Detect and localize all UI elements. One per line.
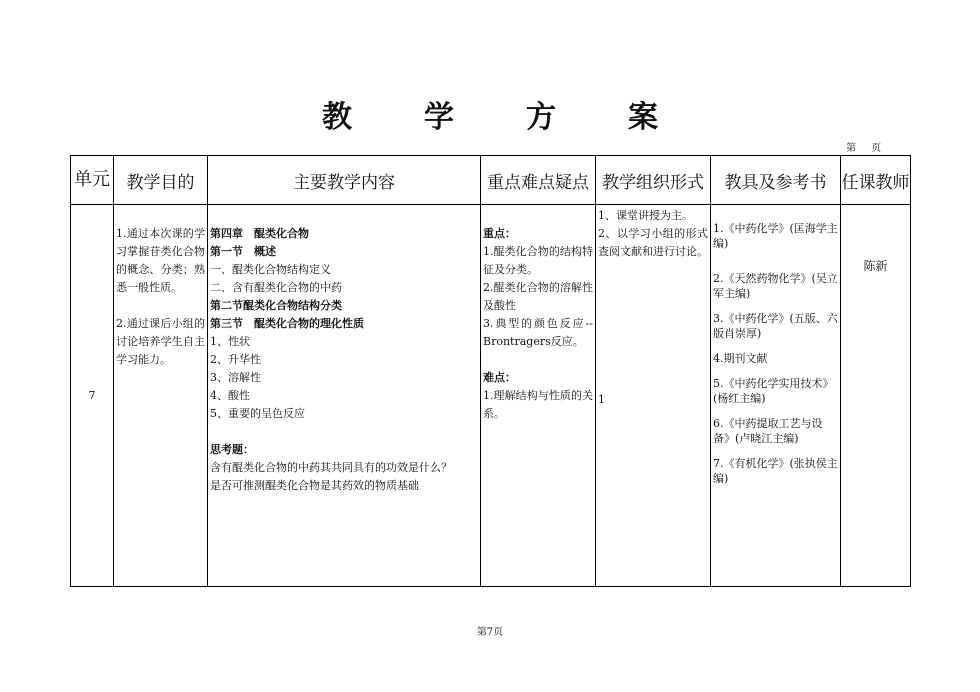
think-label: 思考题： (210, 443, 254, 456)
teaching-plan-table (70, 155, 911, 587)
section-3-item: 3、溶解性 (210, 371, 261, 384)
title-char-3: 方 (526, 100, 556, 135)
goal-item-2: 2.通过课后小组的讨论培养学生自主学习能力。 (116, 317, 205, 366)
goal-item-1: 1.通过本次课的学习掌握苷类化合物的概念、分类；熟悉一般性质。 (116, 227, 205, 294)
key-item: 3.典型的颜色反应--Brontragers反应。 (483, 317, 593, 348)
goal-cell (114, 205, 208, 587)
reference-item: 5.《中药化学实用技术》(杨红主编) (713, 377, 834, 405)
section-3-title: 第三节 醌类化合物的理化性质 (210, 317, 364, 330)
keys-cell (481, 205, 596, 587)
reference-item: 1.《中药化学》(匡海学主编) (713, 222, 838, 250)
header-tools: 教具及参考书 (711, 156, 841, 205)
document-title (0, 92, 980, 136)
reference-item: 7.《有机化学》(张执侯主编) (713, 457, 838, 485)
key-label: 重点： (483, 227, 516, 240)
org-item: 1、课堂讲授为主。 (598, 209, 693, 222)
title-char-1: 教 (322, 100, 352, 135)
title-char-2: 学 (424, 100, 454, 135)
header-unit: 单元 (71, 156, 114, 205)
reference-item: 4.期刊文献 (713, 352, 768, 365)
reference-item: 6.《中药提取工艺与设备》(卢晓江主编) (713, 417, 823, 445)
section-3-item: 4、酸性 (210, 389, 250, 402)
section-2-title: 第二节醌类化合物结构分类 (210, 299, 342, 312)
unit-cell: 7 (71, 205, 114, 587)
section-1-title: 第一节 概述 (210, 245, 276, 258)
header-goal: 教学目的 (114, 156, 208, 205)
org-cell (596, 205, 711, 587)
header-row (71, 156, 911, 205)
think-line: 是否可推测醌类化合物是其药效的物质基础 (210, 479, 419, 492)
section-1-item: 二、含有醌类化合物的中药 (210, 281, 342, 294)
title-char-4: 案 (628, 100, 658, 135)
reference-item: 3.《中药化学》(五版、六版肖崇厚) (713, 312, 838, 340)
difficulty-item: 1.理解结构与性质的关系。 (483, 389, 593, 420)
teacher-cell: 陈新 (841, 205, 911, 587)
section-3-item: 2、升华性 (210, 353, 261, 366)
page-footer: 第7页 (476, 627, 504, 638)
section-1-item: 一、醌类化合物结构定义 (210, 263, 331, 276)
reference-item: 2.《天然药物化学》(吴立军主编) (713, 272, 838, 300)
org-extra: 1 (598, 393, 605, 406)
difficulty-label: 难点： (483, 371, 516, 384)
page-label: 第 页 (846, 143, 882, 154)
header-teacher: 任课教师 (841, 156, 911, 205)
header-org: 教学组织形式 (596, 156, 711, 205)
section-3-item: 5、重要的呈色反应 (210, 407, 305, 420)
tools-cell (711, 205, 841, 587)
header-content: 主要教学内容 (208, 156, 481, 205)
header-keys: 重点难点疑点 (481, 156, 596, 205)
table-row (71, 205, 911, 587)
org-item: 2、以学习小组的形式查阅文献和进行讨论。 (598, 227, 708, 258)
key-item: 2.醌类化合物的溶解性及酸性 (483, 281, 593, 312)
content-cell (208, 205, 481, 587)
chapter-title: 第四章 醌类化合物 (210, 227, 309, 240)
key-item: 1.醌类化合物的结构特征及分类。 (483, 245, 593, 276)
section-3-item: 1、性状 (210, 335, 250, 348)
think-line: 含有醌类化合物的中药其共同具有的功效是什么？ (210, 461, 452, 474)
